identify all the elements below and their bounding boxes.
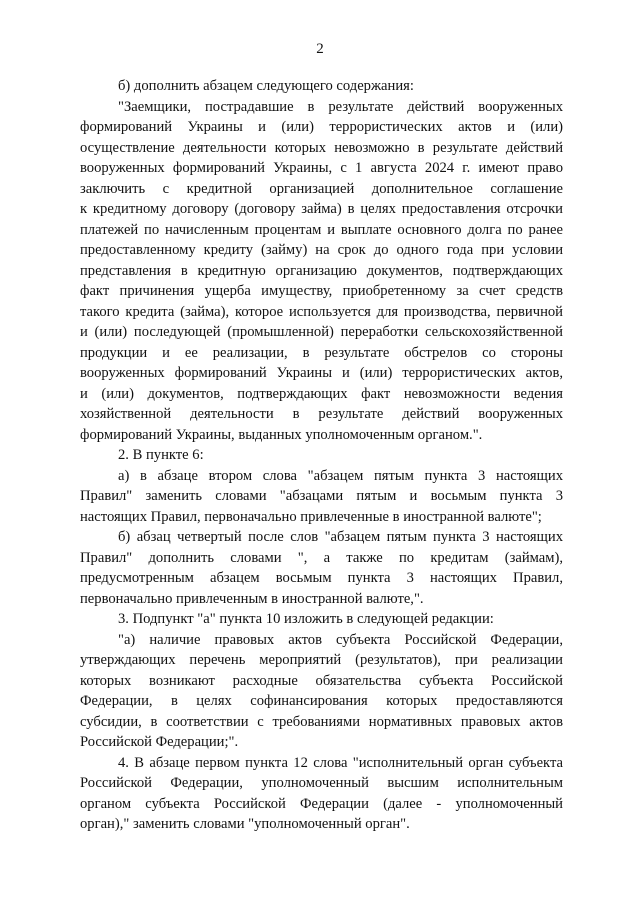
text-line: "а) наличие правовых актов субъекта Российской Федерации, [118,631,563,648]
paragraph [80,753,563,835]
text-line: 2. В пункте 6: [118,447,204,463]
text-line: хозяйственной деятельности в результате действий вооруженных [80,406,563,422]
paragraph [80,445,563,466]
text-line: вооруженных формирований Украины и (или) террористических актов, [80,365,563,381]
text-line: заключить с кредитной организацией дополнительное соглашение [80,180,563,197]
text-line: которых возникают расходные обязательства субъекта Российской [80,672,563,689]
paragraph [80,466,563,528]
text-line: формирований Украины, выданных уполномоченным органом.". [80,426,483,443]
paragraph [80,527,563,609]
paragraph [80,76,563,97]
text-line: формирований Украины и (или) террористических актов и (или) [80,119,563,135]
text-line: предусмотренным абзацем восьмым пункта 3 настоящих Правил, [80,570,563,586]
text-line: "Заемщики, пострадавшие в результате действий вооруженных [118,98,563,115]
text-line: и (или) документов, подтверждающих факт невозможности ведения [80,385,563,402]
text-line: такого кредита (займа), которое используется для производства, первичной [80,303,563,320]
text-line: и (или) последующей (промышленной) переработки сельскохозяйственной [80,324,563,340]
text-line: к кредитному договору (договору займа) в целях предоставления отсрочки [80,201,563,217]
paragraph [80,630,563,753]
text-line: б) дополнить абзацем следующего содержания: [118,78,414,94]
text-line: органом субъекта Российской Федерации (далее - уполномоченный [80,795,563,812]
text-line: 3. Подпункт "а" пункта 10 изложить в следующей редакции: [118,611,494,627]
text-line: представления в кредитную организацию документов, подтверждающих [80,262,563,279]
paragraph [80,97,563,446]
text-line: Федерации, в целях софинансирования которых предоставляются [80,693,563,709]
text-line: Правил" дополнить словами ", а также по кредитам (займам), [80,549,563,566]
text-line: факт причинения ущерба имуществу, приобретенному за счет средств [80,283,563,299]
text-line: предоставленному кредиту (займу) на срок до одного года при условии [80,242,563,258]
text-line: Российской Федерации, уполномоченный высшим исполнительным [80,775,563,791]
text-line: первоначально привлеченным в иностранной валюте,". [80,590,424,607]
text-line: настоящих Правил, первоначально привлеченные в иностранной валюте"; [80,508,542,525]
text-line: продукции и ее реализации, в результате обстрелов со стороны [80,344,563,361]
text-line: орган)," заменить словами "уполномоченный орган". [80,816,410,832]
text-line: Российской Федерации;". [80,734,239,750]
page-number: 2 [316,41,324,57]
text-line: платежей по начисленным процентам и выплате основного долга по ранее [80,221,563,238]
text-line: а) в абзаце втором слова "абзацем пятым пункта 3 настоящих [118,467,563,484]
text-line: осуществление деятельности которых невозможно в результате действий [80,139,563,156]
text-line: Правил" заменить словами "абзацами пятым и восьмым пункта 3 [80,488,563,504]
text-line: вооруженных формирований Украины, с 1 августа 2024 г. имеют право [80,160,563,176]
text-line: утверждающих перечень мероприятий (результатов), при реализации [80,652,563,668]
document-body [80,76,563,835]
text-line: субсидии, в соответствии с требованиями нормативных правовых актов [80,713,563,730]
text-line: 4. В абзаце первом пункта 12 слова "исполнительный орган субъекта [118,754,563,771]
paragraph [80,609,563,630]
text-line: б) абзац четвертый после слов "абзацем пятым пункта 3 настоящих [118,529,563,545]
